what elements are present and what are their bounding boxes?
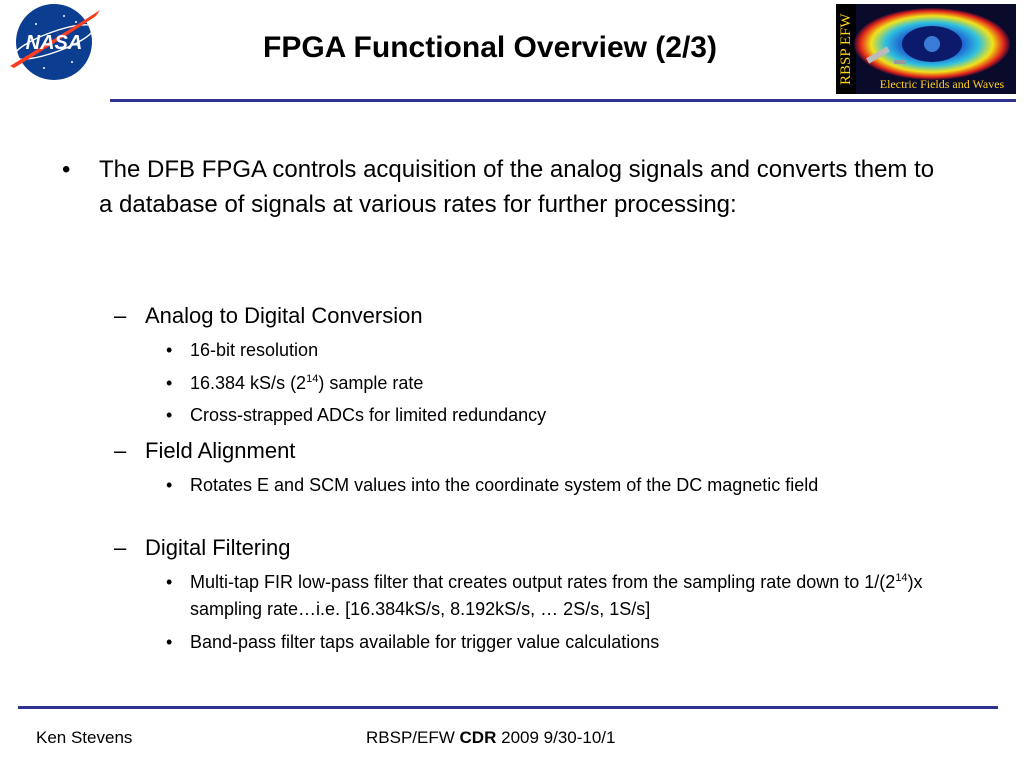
section-heading-text: Analog to Digital Conversion — [145, 303, 423, 328]
bullet-marker: • — [62, 156, 71, 183]
dash-marker: – — [114, 438, 127, 463]
bullet-marker: • — [166, 572, 173, 592]
bullet-marker: • — [166, 340, 173, 360]
list-item-text — [190, 569, 960, 623]
footer-review: CDR — [459, 728, 497, 747]
footer-center-text — [366, 728, 616, 748]
bullet-marker: • — [166, 475, 173, 495]
efw-logo-caption: Electric Fields and Waves — [879, 77, 1005, 91]
list-item-text — [190, 370, 960, 397]
section-heading-text: Field Alignment — [145, 438, 296, 463]
nasa-logo-text: NASA — [25, 32, 83, 54]
superscript-exponent: 14 — [306, 373, 319, 385]
bullet-marker: • — [166, 632, 173, 652]
dash-marker: – — [114, 535, 127, 560]
footer-divider — [18, 706, 998, 709]
footer-author: Ken Stevens — [36, 728, 133, 747]
dash-marker: – — [114, 303, 127, 328]
list-item-text: Band-pass filter taps available for trigger value calculations — [190, 632, 660, 652]
list-item-text: Cross-strapped ADCs for limited redundancy — [190, 405, 547, 425]
text-fragment: )x sampling rate…i.e. [16.384kS/s, 8.192kS/s, … 2S/s, 1S/s] — [190, 572, 923, 619]
footer-project: RBSP/EFW — [366, 728, 455, 747]
section-heading-text: Digital Filtering — [145, 535, 291, 560]
bullet-marker: • — [166, 373, 173, 393]
list-item-text: 16-bit resolution — [190, 340, 319, 360]
text-fragment: Multi-tap FIR low-pass filter that creates output rates from the sampling rate down to 1/(2 — [190, 572, 896, 592]
text-fragment: ) sample rate — [318, 373, 424, 393]
nasa-logo — [6, 2, 102, 82]
main-bullet-text: The DFB FPGA controls acquisition of the analog signals and converts them to a database of signals at various rates for further processing: — [99, 156, 935, 218]
footer-dates: 2009 9/30-10/1 — [501, 728, 616, 747]
efw-logo-vertical-text: RBSP EFW — [838, 13, 854, 85]
list-item-text: Rotates E and SCM values into the coordinate system of the DC magnetic field — [190, 475, 819, 495]
superscript-exponent: 14 — [895, 572, 908, 584]
title-divider — [110, 99, 1016, 102]
bullet-marker: • — [166, 405, 173, 425]
slide-title: FPGA Functional Overview (2/3) — [263, 31, 717, 64]
rbsp-efw-logo — [836, 4, 1016, 94]
text-fragment: 16.384 kS/s (2 — [190, 373, 307, 393]
